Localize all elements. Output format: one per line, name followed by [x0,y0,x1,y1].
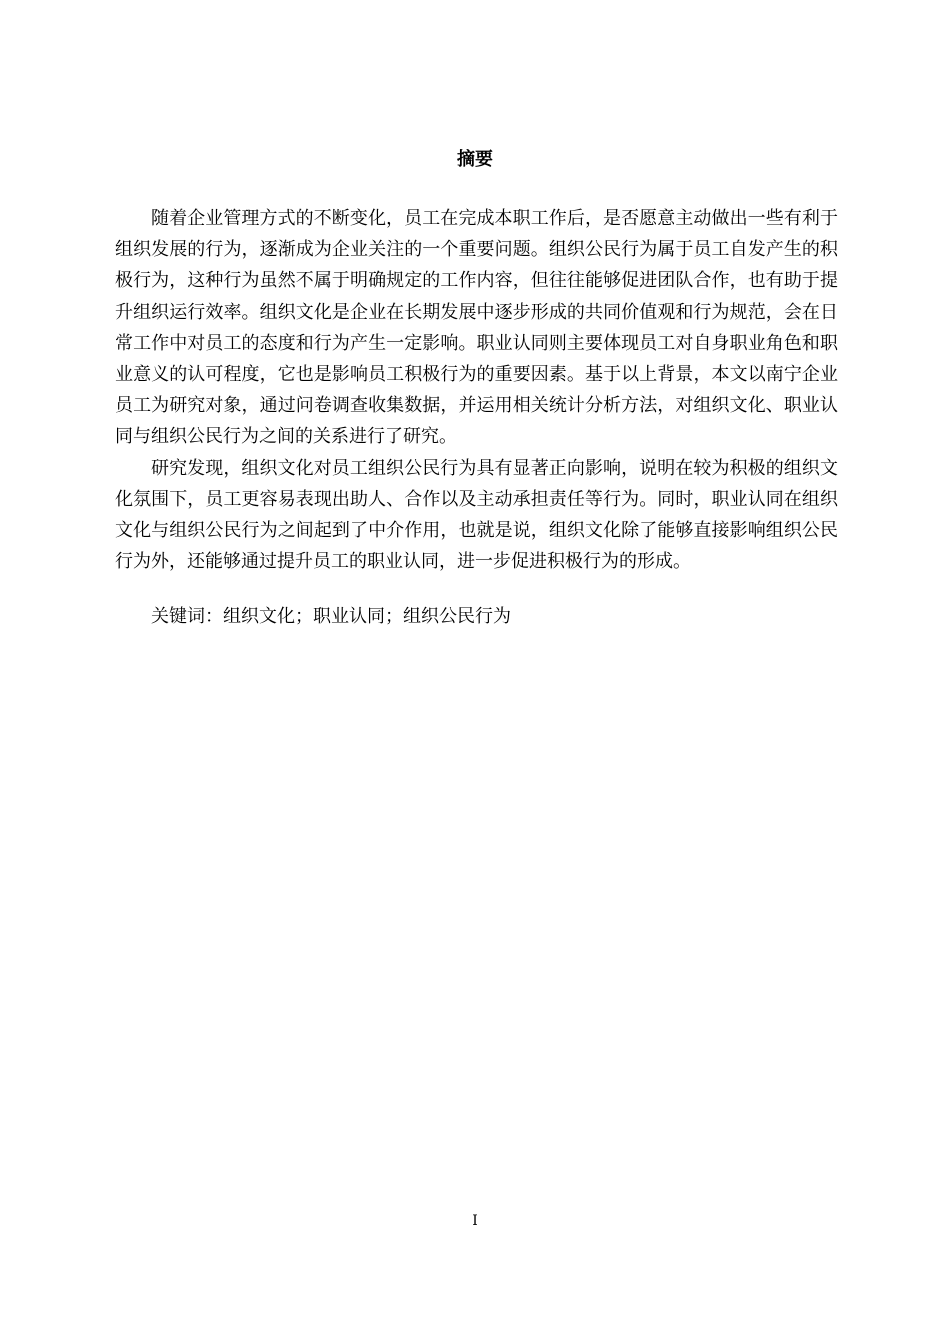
page-number: I [472,1213,478,1229]
abstract-title: 摘要 [457,149,493,170]
abstract-body [115,203,838,633]
keywords-line: 关键词：组织文化；职业认同；组织公民行为 [151,606,511,628]
abstract-paragraph-1: 随着企业管理方式的不断变化，员工在完成本职工作后，是否愿意主动做出一些有利于组织发展的行为，逐渐成为企业关注的一个重要问题。组织公民行为属于员工自发产生的积极行为，这种行为虽然不属于明确规定的工作内容，但往往能够促进团队合作，也有助于提升组织运行效率。组织文化是企业在长期发展中逐步形成的共同价值观和行为规范，会在日常工作中对员工的态度和行为产生一定影响。职业认同则主要体现员工对自身职业角色和职业意义的认可程度，它也是影响员工积极行为的重要因素。基于以上背景，本文以南宁企业员工为研究对象，通过问卷调查收集数据，并运用相关统计分析方法，对组织文化、职业认同与组织公民行为之间的关系进行了研究。 [115,208,838,448]
abstract-paragraph-2: 研究发现，组织文化对员工组织公民行为具有显著正向影响，说明在较为积极的组织文化氛围下，员工更容易表现出助人、合作以及主动承担责任等行为。同时，职业认同在组织文化与组织公民行为之间起到了中介作用，也就是说，组织文化除了能够直接影响组织公民行为外，还能够通过提升员工的职业认同，进一步促进积极行为的形成。 [115,457,838,573]
